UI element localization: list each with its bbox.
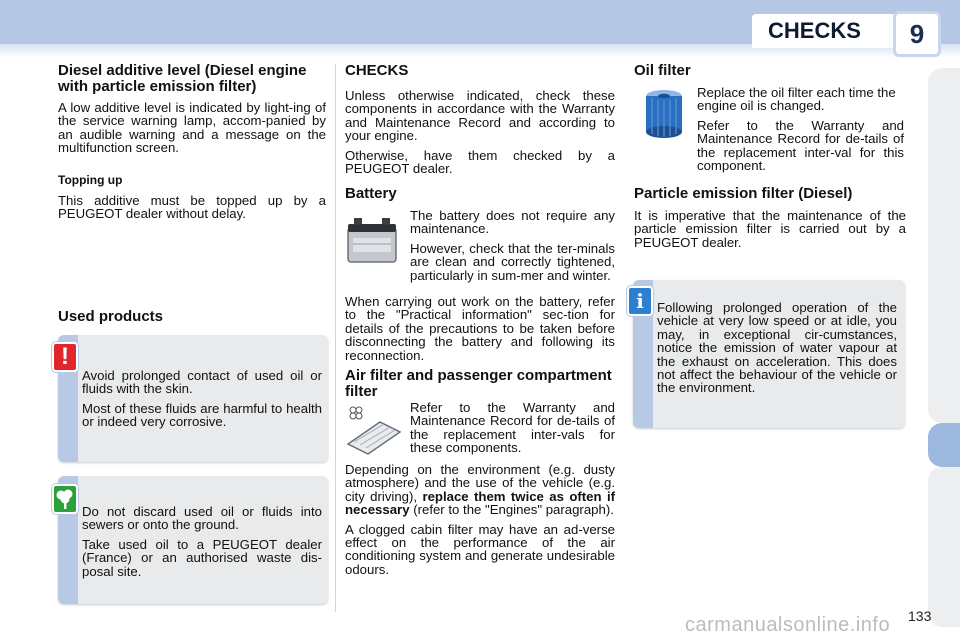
checks-text-2: Otherwise, have them checked by a PEUGEOT dealer. <box>345 147 615 177</box>
air-filter-text-2a: Depending on the environment (e.g. dusty atmosphere) and the use of the vehicle (e.g. city driving), <box>345 462 615 504</box>
oil-filter-section <box>634 63 904 79</box>
exclamation-icon: ! <box>52 342 78 372</box>
oil-filter-text <box>697 86 904 178</box>
topping-up-text: This additive must be topped up by a PEUGEOT dealer without delay. <box>58 192 326 222</box>
topping-up-title: Topping up <box>58 172 123 187</box>
side-tab-upper <box>928 68 960 423</box>
battery-text-2: However, check that the ter-minals are clean and correctly tightened, particularly in sum-mer and winter. <box>410 240 615 283</box>
diesel-additive-section <box>58 63 326 226</box>
info-icon: i <box>627 286 653 316</box>
watermark: carmanualsonline.info <box>685 614 891 636</box>
particle-filter-title: Particle emission filter (Diesel) <box>634 185 853 202</box>
side-tab-current <box>928 423 960 467</box>
battery-icon <box>345 214 399 266</box>
diesel-additive-text: A low additive level is indicated by light-ing of the service warning lamp, accom-panied by an audible warning and a message on the multifunction screen. <box>58 100 326 156</box>
environment-note-text-2: Take used oil to a PEUGEOT dealer (France) or an authorised waste dis-posal site. <box>82 536 322 579</box>
particle-filter-text: It is imperative that the maintenance of the particle emission filter is carried out by a PEUGEOT dealer. <box>634 208 906 250</box>
warning-note-text-2: Most of these fluids are harmful to health or indeed very corrosive. <box>82 400 322 430</box>
air-filter-details <box>345 463 615 582</box>
air-filter-section <box>345 368 615 400</box>
air-filter-text-2 <box>345 463 615 517</box>
battery-details <box>345 295 615 368</box>
air-filter-title: Air filter and passenger compartment filter <box>345 367 612 400</box>
environment-note <box>58 476 328 604</box>
particle-filter-section <box>634 186 906 255</box>
diesel-additive-title: Diesel additive level (Diesel engine with particle emission filter) <box>58 62 307 95</box>
chapter-number: 9 <box>896 14 938 54</box>
info-note <box>633 280 905 428</box>
warning-note-text-1: Avoid prolonged contact of used oil or fluids with the skin. <box>82 368 322 397</box>
page-title: CHECKS <box>752 14 902 48</box>
air-filter-text-3: A clogged cabin filter may have an ad-verse effect on the performance of the air conditioning system and generate undesirable odours. <box>345 521 615 577</box>
battery-section <box>345 186 615 202</box>
oil-filter-title: Oil filter <box>634 62 691 79</box>
battery-intro <box>410 209 615 288</box>
tree-icon <box>52 484 78 514</box>
checks-text-1: Unless otherwise indicated, check these components in accordance with the Warranty and Maintenance Record and according to your engine. <box>345 88 615 144</box>
warning-note <box>58 335 328 462</box>
checks-title: CHECKS <box>345 62 409 79</box>
info-note-text: Following prolonged operation of the vehicle at very low speed or at idle, you may, in exceptional cir-cumstances, notice the emission of water vapour at the exhaust on acceleration. This does not affect the behaviour of the vehicle or the environment. <box>657 300 897 396</box>
page-number: 133 <box>908 608 932 624</box>
battery-title: Battery <box>345 185 397 202</box>
oil-filter-icon <box>642 88 686 140</box>
used-products-title: Used products <box>58 308 164 325</box>
column-divider <box>335 64 336 612</box>
oil-filter-text-2: Refer to the Warranty and Maintenance Record for de-tails of the replacement inter-val for this component. <box>697 117 904 174</box>
oil-filter-text-1: Replace the oil filter each time the engine oil is changed. <box>697 85 896 114</box>
used-products-section <box>58 309 326 325</box>
air-filter-emphasis: replace them twice as often if necessary <box>345 488 615 518</box>
air-filter-text-1: Refer to the Warranty and Maintenance Record for de-tails of the replacement inter-vals for these components. <box>410 400 615 456</box>
battery-text-3: When carrying out work on the battery, refer to the "Practical information" sec-tion for details of the precautions to be taken before disconnecting the battery and following its reconnection. <box>345 294 615 363</box>
air-filter-intro <box>410 401 615 461</box>
side-tab-lower <box>928 467 960 627</box>
checks-section <box>345 63 615 181</box>
cabin-filter-icon <box>344 404 402 456</box>
air-filter-text-2c: (refer to the "Engines" paragraph). <box>409 502 614 518</box>
battery-text-1: The battery does not require any maintenance. <box>410 208 615 237</box>
environment-note-text-1: Do not discard used oil or fluids into sewers or onto the ground. <box>82 504 322 533</box>
